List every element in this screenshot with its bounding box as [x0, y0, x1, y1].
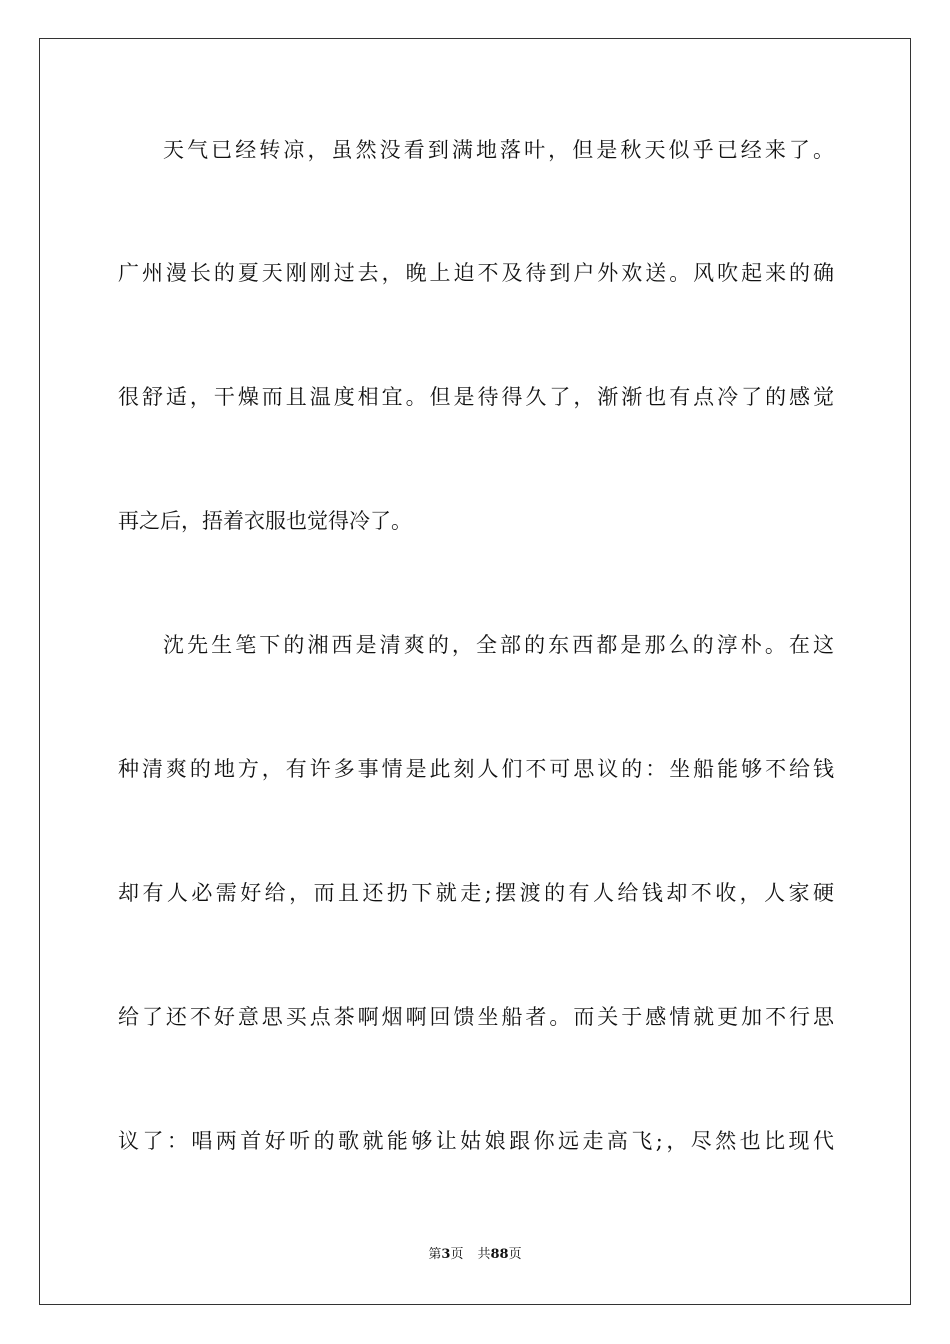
total-suffix: 页: [508, 1247, 522, 1262]
paragraph-2-line-3: 却有人必需好给，而且还扔下就走;摆渡的有人给钱却不收，人家硬: [118, 881, 834, 905]
paragraph-1-line-1: 天气已经转凉，虽然没看到满地落叶，但是秋天似乎已经来了。: [163, 138, 834, 162]
page-suffix: 页: [450, 1247, 464, 1262]
paragraph-2-line-1: 沈先生笔下的湘西是清爽的，全部的东西都是那么的淳朴。在这: [163, 633, 834, 657]
page-border: [39, 38, 911, 1305]
paragraph-2-line-5: 议了：唱两首好听的歌就能够让姑娘跟你远走高飞;，尽然也比现代: [118, 1129, 834, 1153]
page-prefix: 第: [428, 1247, 442, 1262]
paragraph-2-line-4: 给了还不好意思买点茶啊烟啊回馈坐船者。而关于感情就更加不行思: [118, 1005, 834, 1029]
paragraph-1-line-3: 很舒适，干燥而且温度相宜。但是待得久了，渐渐也有点冷了的感觉: [118, 385, 834, 409]
paragraph-2-line-2: 种清爽的地方，有许多事情是此刻人们不可思议的：坐船能够不给钱: [118, 757, 834, 781]
paragraph-1-line-4: 再之后，捂着衣服也觉得冷了。: [118, 509, 412, 533]
page-footer: [0, 1246, 950, 1264]
total-prefix: 共: [477, 1247, 491, 1262]
total-pages: 88: [490, 1247, 509, 1262]
paragraph-1-line-2: 广州漫长的夏天刚刚过去，晚上迫不及待到户外欢送。风吹起来的确: [118, 261, 834, 285]
page-number: 3: [441, 1247, 451, 1262]
